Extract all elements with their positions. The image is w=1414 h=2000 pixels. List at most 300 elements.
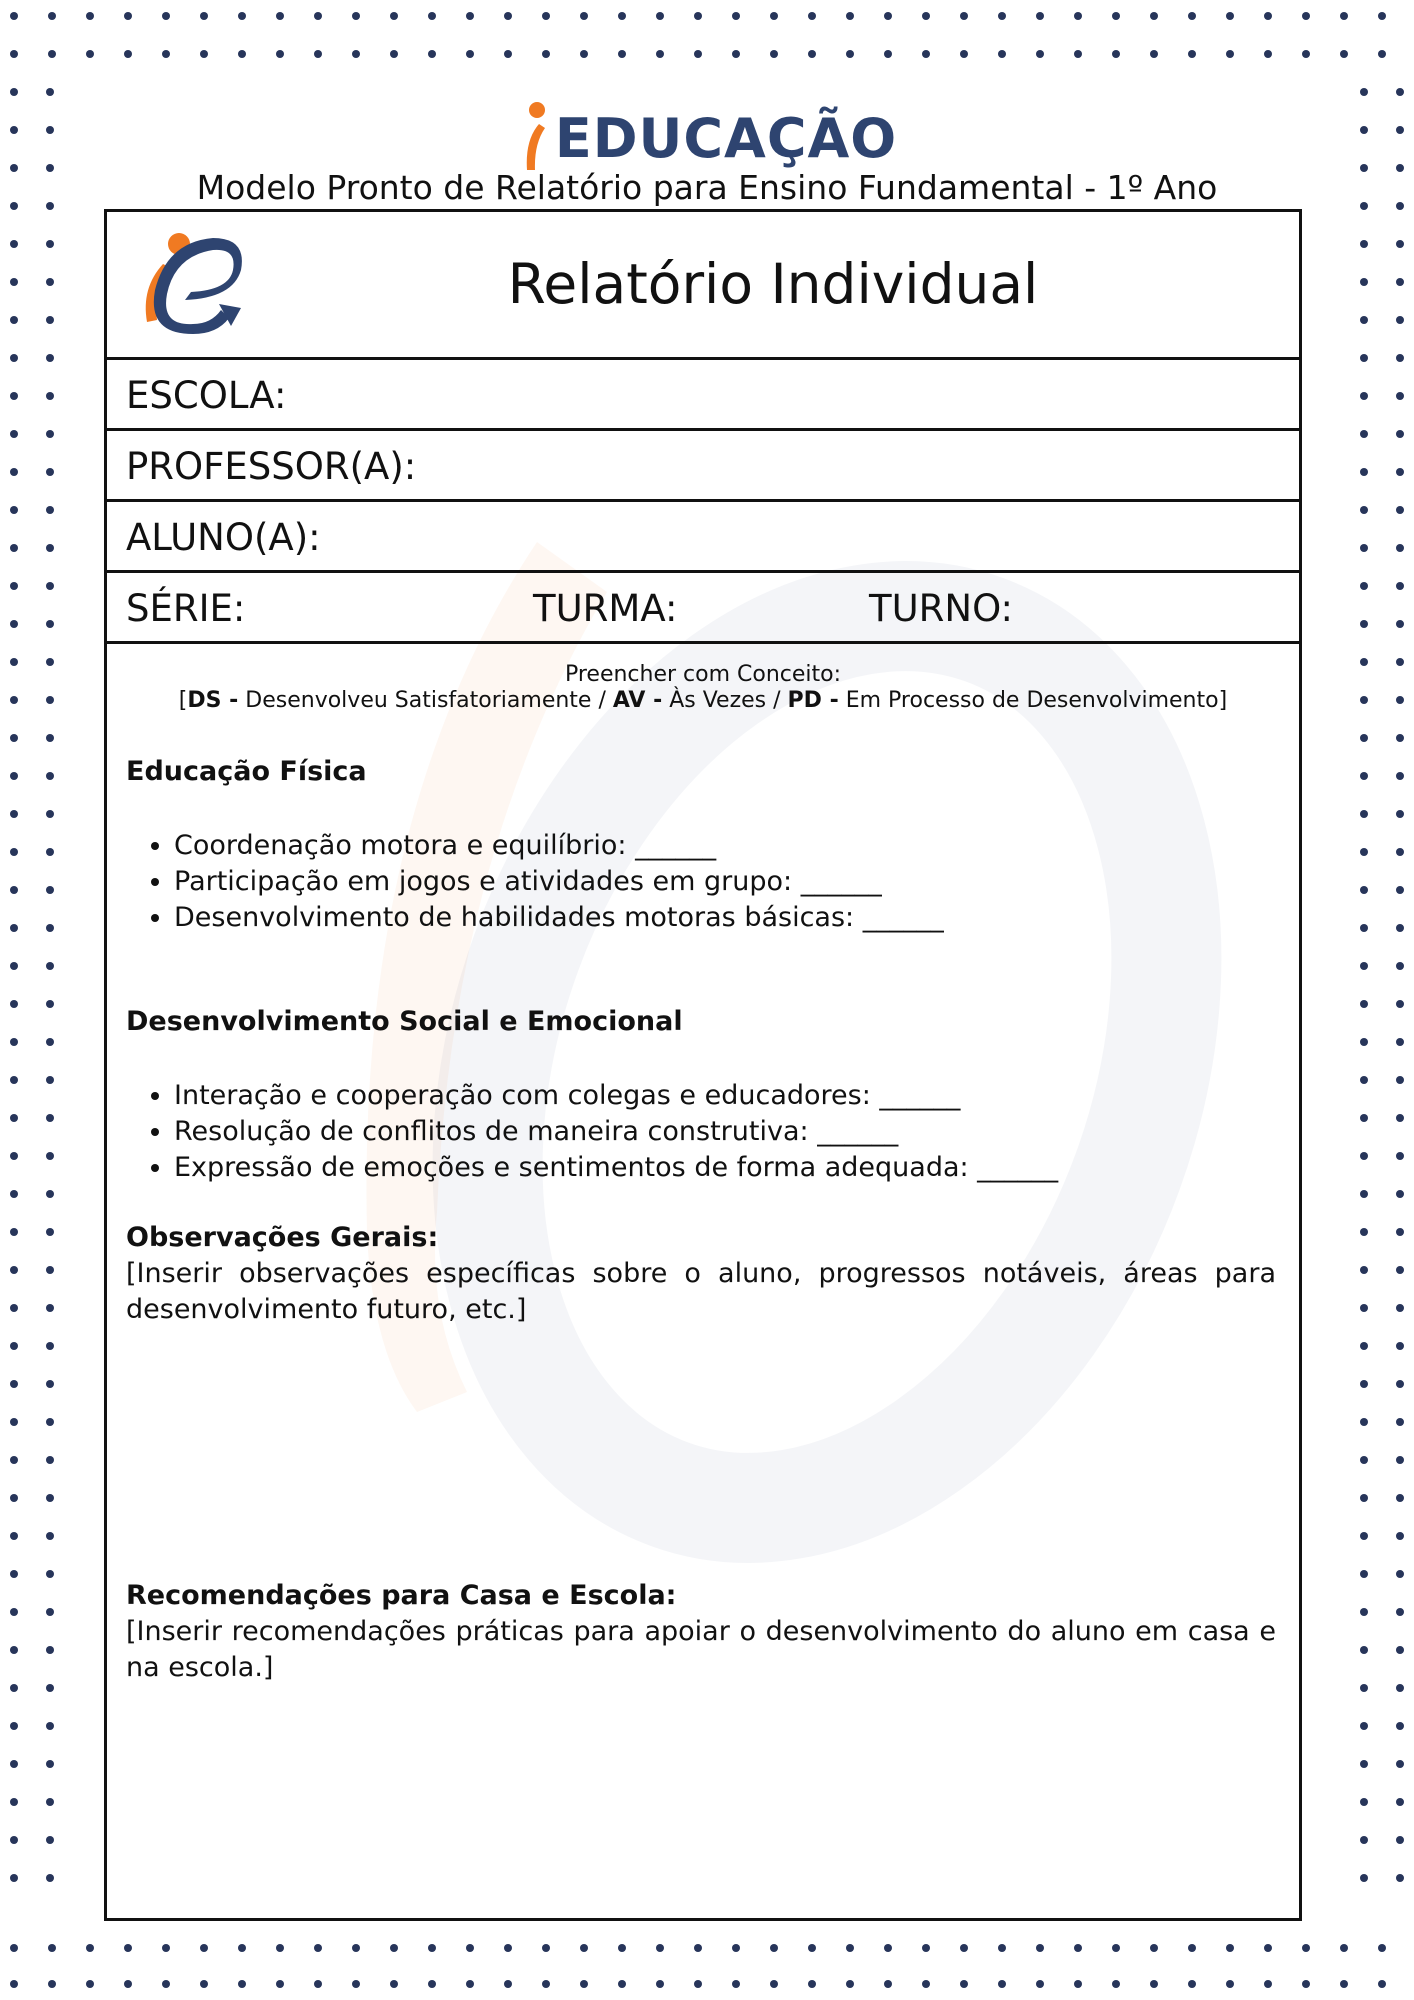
border-dot	[46, 1532, 54, 1540]
border-dot	[1340, 1944, 1348, 1952]
border-dot	[466, 1980, 474, 1988]
border-dot	[922, 12, 930, 20]
border-dot	[1264, 12, 1272, 20]
border-dot	[1360, 1000, 1368, 1008]
border-dot	[10, 772, 18, 780]
border-dot	[1360, 696, 1368, 704]
border-dot	[1360, 1342, 1368, 1350]
border-dot	[1340, 1980, 1348, 1988]
professor-label: PROFESSOR(A):	[126, 445, 417, 488]
border-dot	[428, 1980, 436, 1988]
border-dot	[1360, 1836, 1368, 1844]
border-dot	[1340, 50, 1348, 58]
border-dot	[960, 12, 968, 20]
border-dot	[1360, 1038, 1368, 1046]
border-dot	[162, 12, 170, 20]
border-dot	[1396, 1456, 1404, 1464]
border-dot	[46, 1418, 54, 1426]
border-dot	[10, 1076, 18, 1084]
border-dot	[46, 1722, 54, 1730]
border-dot	[1360, 1380, 1368, 1388]
border-dot	[1396, 1684, 1404, 1692]
border-dot	[542, 1944, 550, 1952]
border-dot	[162, 1944, 170, 1952]
border-dot	[1226, 12, 1234, 20]
border-dot	[1360, 468, 1368, 476]
border-dot	[1150, 12, 1158, 20]
border-dot	[1396, 1722, 1404, 1730]
border-dot	[314, 12, 322, 20]
border-dot	[1112, 1980, 1120, 1988]
observacoes-text[interactable]: [Inserir observações específicas sobre o aluno, progressos notáveis, áreas para desenvolvimento futuro, etc.]	[126, 1258, 1276, 1325]
border-dot	[10, 924, 18, 932]
border-dot	[808, 1980, 816, 1988]
border-dot	[10, 1418, 18, 1426]
border-dot	[10, 240, 18, 248]
border-dot	[694, 50, 702, 58]
border-dot	[124, 12, 132, 20]
border-dot	[580, 50, 588, 58]
border-dot	[1226, 1980, 1234, 1988]
border-dot	[10, 1494, 18, 1502]
border-dot	[1360, 1570, 1368, 1578]
border-dot	[46, 1760, 54, 1768]
border-dot	[10, 810, 18, 818]
border-dot	[238, 50, 246, 58]
border-dot	[1360, 392, 1368, 400]
section-title-observacoes: Observações Gerais:	[126, 1222, 439, 1253]
list-item[interactable]: • Interação e cooperação com colegas e educadores: ______	[174, 1078, 1058, 1114]
border-dot	[1074, 50, 1082, 58]
border-dot	[162, 1980, 170, 1988]
border-dot	[46, 734, 54, 742]
border-dot	[1396, 1760, 1404, 1768]
border-dot	[1396, 1152, 1404, 1160]
border-dot	[10, 848, 18, 856]
list-item[interactable]: • Expressão de emoções e sentimentos de forma adequada: ______	[174, 1150, 1058, 1186]
border-dot	[314, 1944, 322, 1952]
border-dot	[276, 50, 284, 58]
border-dot	[1360, 1494, 1368, 1502]
border-dot	[390, 1944, 398, 1952]
border-dot	[238, 1980, 246, 1988]
border-dot	[1360, 1418, 1368, 1426]
legend-ds-text: Desenvolveu Satisfatoriamente /	[238, 688, 613, 713]
border-dot	[46, 468, 54, 476]
border-dot	[1074, 1980, 1082, 1988]
border-dot	[960, 1944, 968, 1952]
border-dot	[1396, 1532, 1404, 1540]
educacao-fisica-list	[126, 828, 944, 936]
border-dot	[46, 848, 54, 856]
border-dot	[1264, 1980, 1272, 1988]
border-dot	[276, 1944, 284, 1952]
border-dot	[276, 1980, 284, 1988]
border-dot	[10, 1342, 18, 1350]
border-dot	[1036, 50, 1044, 58]
border-dot	[1188, 12, 1196, 20]
border-dot	[10, 506, 18, 514]
border-dot	[542, 50, 550, 58]
border-dot	[48, 1980, 56, 1988]
title-row	[107, 212, 1299, 360]
border-dot	[390, 1980, 398, 1988]
border-dot	[1360, 1304, 1368, 1312]
border-dot	[1112, 1944, 1120, 1952]
border-dot	[1188, 50, 1196, 58]
border-dot	[10, 1570, 18, 1578]
border-dot	[238, 12, 246, 20]
border-dot	[1378, 50, 1386, 58]
border-dot	[656, 12, 664, 20]
border-dot	[10, 354, 18, 362]
border-dot	[46, 582, 54, 590]
border-dot	[1264, 50, 1272, 58]
border-dot	[846, 1944, 854, 1952]
list-item[interactable]: • Participação em jogos e atividades em grupo: ______	[174, 864, 944, 900]
border-dot	[1378, 12, 1386, 20]
border-dot	[732, 1980, 740, 1988]
border-dot	[1360, 506, 1368, 514]
border-dot	[10, 544, 18, 552]
border-dot	[1396, 1038, 1404, 1046]
border-dot	[46, 1380, 54, 1388]
border-dot	[808, 1944, 816, 1952]
border-dot	[1360, 240, 1368, 248]
border-dot	[884, 1944, 892, 1952]
border-dot	[1396, 1608, 1404, 1616]
border-dot	[1396, 1266, 1404, 1274]
border-dot	[1396, 354, 1404, 362]
brand-name: EDUCAÇÃO	[554, 106, 898, 170]
border-dot	[1396, 1000, 1404, 1008]
border-dot	[618, 12, 626, 20]
border-dot	[694, 12, 702, 20]
border-dot	[10, 1684, 18, 1692]
border-dot	[618, 1980, 626, 1988]
border-dot	[1396, 848, 1404, 856]
border-dot	[998, 1980, 1006, 1988]
border-dot	[46, 1836, 54, 1844]
border-dot	[10, 88, 18, 96]
field-serie-turma-turno[interactable]	[107, 573, 1299, 644]
form-title: Relatório Individual	[507, 252, 1039, 316]
border-dot	[1360, 1684, 1368, 1692]
border-dot	[10, 582, 18, 590]
field-aluno[interactable]	[107, 502, 1299, 573]
section-title-social: Desenvolvimento Social e Emocional	[126, 1006, 683, 1037]
border-dot	[846, 50, 854, 58]
border-dot	[1396, 1076, 1404, 1084]
border-dot	[656, 50, 664, 58]
border-dot	[1396, 658, 1404, 666]
border-dot	[46, 544, 54, 552]
border-dot	[1360, 278, 1368, 286]
brand-logo	[0, 98, 1414, 178]
turma-label: TURMA:	[533, 587, 678, 630]
border-dot	[10, 1798, 18, 1806]
border-dot	[10, 620, 18, 628]
border-dot	[10, 1228, 18, 1236]
border-dot	[1360, 962, 1368, 970]
border-dot	[428, 50, 436, 58]
border-dot	[390, 12, 398, 20]
border-dot	[1396, 1836, 1404, 1844]
border-dot	[1396, 772, 1404, 780]
border-dot	[46, 1152, 54, 1160]
border-dot	[1396, 88, 1404, 96]
border-dot	[46, 696, 54, 704]
border-dot	[1396, 1570, 1404, 1578]
border-dot	[46, 430, 54, 438]
border-dot	[1396, 1874, 1404, 1882]
border-dot	[1074, 12, 1082, 20]
border-dot	[1396, 240, 1404, 248]
border-dot	[1302, 50, 1310, 58]
border-dot	[1360, 1114, 1368, 1122]
border-dot	[1396, 506, 1404, 514]
border-dot	[998, 50, 1006, 58]
brand-i-icon	[517, 100, 551, 176]
border-dot	[998, 1944, 1006, 1952]
border-dot	[1226, 50, 1234, 58]
border-dot	[1396, 316, 1404, 324]
concept-legend	[107, 688, 1299, 713]
border-dot	[10, 734, 18, 742]
border-dot	[46, 1000, 54, 1008]
border-dot	[124, 1980, 132, 1988]
border-dot	[162, 50, 170, 58]
list-item[interactable]: • Desenvolvimento de habilidades motoras básicas: ______	[174, 900, 944, 936]
border-dot	[10, 1944, 18, 1952]
border-dot	[1360, 1798, 1368, 1806]
border-dot	[1396, 582, 1404, 590]
border-dot	[46, 1684, 54, 1692]
border-dot	[10, 1980, 18, 1988]
border-dot	[1360, 772, 1368, 780]
border-dot	[46, 810, 54, 818]
border-dot	[46, 316, 54, 324]
border-dot	[1360, 620, 1368, 628]
border-dot	[200, 50, 208, 58]
border-dot	[1360, 1076, 1368, 1084]
border-dot	[10, 1000, 18, 1008]
border-dot	[1378, 1944, 1386, 1952]
border-dot	[46, 924, 54, 932]
border-dot	[1396, 468, 1404, 476]
border-dot	[10, 12, 18, 20]
list-item[interactable]: • Resolução de conflitos de maneira construtiva: ______	[174, 1114, 1058, 1150]
border-dot	[1396, 924, 1404, 932]
border-dot	[1396, 696, 1404, 704]
legend-ds-code: DS -	[187, 688, 239, 713]
border-dot	[580, 1980, 588, 1988]
border-dot	[466, 1944, 474, 1952]
recomendacoes-text[interactable]: [Inserir recomendações práticas para apoiar o desenvolvimento do aluno em casa e na escola.]	[126, 1616, 1276, 1683]
border-dot	[1150, 50, 1158, 58]
border-dot	[1360, 1760, 1368, 1768]
border-dot	[694, 1944, 702, 1952]
border-dot	[46, 278, 54, 286]
border-dot	[1150, 1944, 1158, 1952]
border-dot	[1340, 12, 1348, 20]
report-form	[104, 209, 1302, 1921]
border-dot	[1112, 50, 1120, 58]
border-dot	[846, 1980, 854, 1988]
border-dot	[1360, 1228, 1368, 1236]
escola-label: ESCOLA:	[126, 374, 287, 417]
border-dot	[808, 12, 816, 20]
border-dot	[1360, 88, 1368, 96]
border-dot	[732, 12, 740, 20]
border-dot	[46, 1874, 54, 1882]
border-dot	[200, 1944, 208, 1952]
border-dot	[1360, 1532, 1368, 1540]
border-dot	[352, 50, 360, 58]
border-dot	[1360, 924, 1368, 932]
aluno-label: ALUNO(A):	[126, 516, 321, 559]
border-dot	[10, 392, 18, 400]
list-item[interactable]: • Coordenação motora e equilíbrio: ______	[174, 828, 944, 864]
border-dot	[1360, 1152, 1368, 1160]
border-dot	[46, 962, 54, 970]
border-dot	[10, 1760, 18, 1768]
legend-open: [	[178, 688, 188, 713]
section-title-recomendacoes: Recomendações para Casa e Escola:	[126, 1580, 677, 1611]
border-dot	[46, 1076, 54, 1084]
border-dot	[238, 1944, 246, 1952]
border-dot	[1396, 1114, 1404, 1122]
border-dot	[48, 1944, 56, 1952]
border-dot	[1360, 430, 1368, 438]
border-dot	[10, 1532, 18, 1540]
border-dot	[1396, 620, 1404, 628]
section-title-educacao-fisica: Educação Física	[126, 756, 367, 787]
border-dot	[1396, 278, 1404, 286]
border-dot	[46, 392, 54, 400]
border-dot	[46, 1038, 54, 1046]
border-dot	[10, 1152, 18, 1160]
border-dot	[200, 1980, 208, 1988]
border-dot	[10, 1456, 18, 1464]
border-dot	[10, 1304, 18, 1312]
border-dot	[618, 1944, 626, 1952]
border-dot	[46, 354, 54, 362]
border-dot	[1360, 1608, 1368, 1616]
border-dot	[960, 50, 968, 58]
border-dot	[1302, 1944, 1310, 1952]
border-dot	[1360, 1722, 1368, 1730]
border-dot	[618, 50, 626, 58]
border-dot	[10, 1380, 18, 1388]
border-dot	[884, 12, 892, 20]
border-dot	[1396, 962, 1404, 970]
border-dot	[1396, 392, 1404, 400]
border-dot	[46, 772, 54, 780]
border-dot	[466, 50, 474, 58]
border-dot	[504, 1980, 512, 1988]
border-dot	[1396, 1646, 1404, 1654]
border-dot	[1036, 12, 1044, 20]
border-dot	[1396, 1228, 1404, 1236]
border-dot	[46, 1266, 54, 1274]
border-dot	[46, 1570, 54, 1578]
field-escola[interactable]	[107, 360, 1299, 431]
border-dot	[656, 1980, 664, 1988]
border-dot	[10, 1038, 18, 1046]
border-dot	[10, 886, 18, 894]
border-dot	[124, 50, 132, 58]
e-logo-icon	[133, 226, 251, 344]
border-dot	[1036, 1944, 1044, 1952]
border-dot	[46, 240, 54, 248]
border-dot	[46, 620, 54, 628]
border-dot	[1396, 1380, 1404, 1388]
turno-label: TURNO:	[869, 587, 1014, 630]
legend-close: ]	[1218, 688, 1228, 713]
border-dot	[770, 1980, 778, 1988]
border-dot	[10, 1608, 18, 1616]
border-dot	[960, 1980, 968, 1988]
border-dot	[314, 50, 322, 58]
border-dot	[542, 12, 550, 20]
border-dot	[314, 1980, 322, 1988]
border-dot	[922, 50, 930, 58]
border-dot	[1396, 430, 1404, 438]
border-dot	[10, 430, 18, 438]
border-dot	[1396, 1798, 1404, 1806]
border-dot	[1264, 1944, 1272, 1952]
border-dot	[46, 1798, 54, 1806]
border-dot	[542, 1980, 550, 1988]
field-professor[interactable]	[107, 431, 1299, 502]
border-dot	[1396, 810, 1404, 818]
border-dot	[998, 12, 1006, 20]
border-dot	[504, 12, 512, 20]
border-dot	[46, 1456, 54, 1464]
border-dot	[1396, 1304, 1404, 1312]
border-dot	[846, 12, 854, 20]
border-dot	[10, 316, 18, 324]
border-dot	[1396, 1494, 1404, 1502]
border-dot	[922, 1980, 930, 1988]
border-dot	[808, 50, 816, 58]
border-dot	[46, 1494, 54, 1502]
border-dot	[1360, 1266, 1368, 1274]
border-dot	[10, 50, 18, 58]
border-dot	[580, 12, 588, 20]
border-dot	[46, 1190, 54, 1198]
border-dot	[10, 1114, 18, 1122]
border-dot	[1360, 810, 1368, 818]
legend-av-code: AV -	[612, 688, 663, 713]
border-dot	[10, 1722, 18, 1730]
border-dot	[694, 1980, 702, 1988]
social-list	[126, 1078, 1058, 1186]
border-dot	[46, 658, 54, 666]
border-dot	[1360, 354, 1368, 362]
border-dot	[1360, 886, 1368, 894]
border-dot	[352, 1944, 360, 1952]
border-dot	[48, 12, 56, 20]
border-dot	[732, 50, 740, 58]
border-dot	[1360, 544, 1368, 552]
border-dot	[46, 1304, 54, 1312]
border-dot	[46, 1228, 54, 1236]
border-dot	[1360, 582, 1368, 590]
border-dot	[1396, 1342, 1404, 1350]
border-dot	[10, 468, 18, 476]
